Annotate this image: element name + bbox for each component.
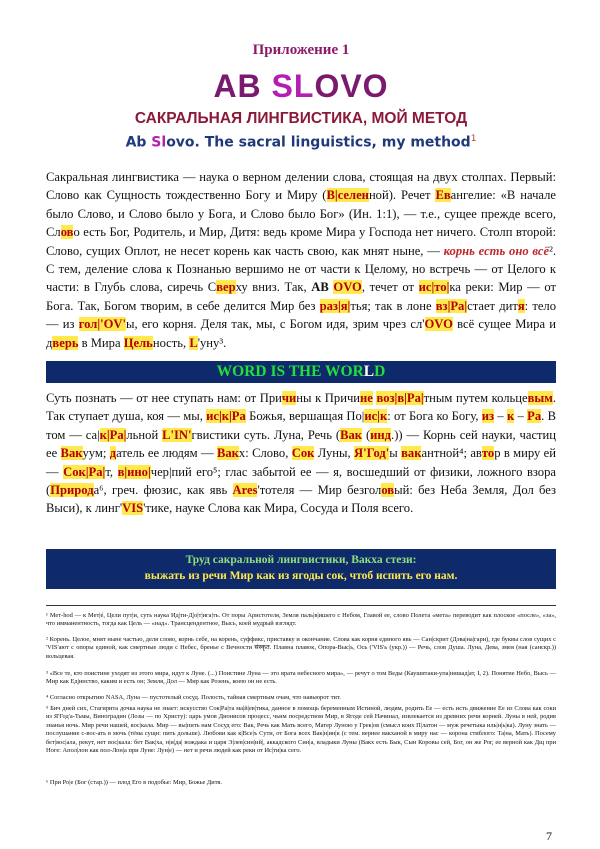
- highlight: ис|к|Ра: [206, 409, 246, 424]
- footnote-separator: [46, 605, 556, 606]
- text-run: гвистики суть. Луна, Речь (: [191, 427, 341, 442]
- highlight: вз|Ра|: [435, 298, 468, 313]
- text-run: Божья, вершащая По|: [245, 409, 365, 424]
- text-run: . Так ступает душа, коя — мы,: [46, 391, 556, 424]
- bold-run: AB: [311, 280, 334, 295]
- highlight: к|Ра|: [99, 427, 127, 442]
- paragraph-1: [46, 168, 556, 352]
- footnote-6: ⁶ При Ро|е (Бог (стар.)) — плод Его в подобье: Мир, Божье Дитя.: [46, 779, 222, 786]
- highlight: Природ: [50, 483, 94, 498]
- subtitle-en-sl: Sl: [151, 134, 167, 151]
- highlight: ов: [381, 483, 395, 498]
- title-ab: AB: [213, 68, 272, 104]
- text-run: всё сущее Мира и д: [46, 317, 556, 350]
- highlight: к: [506, 409, 515, 424]
- footnote-2: ² Корень. Целое, мнят ныне частью, деля слово, корнь себе, на корень, суффикс, приставку и окончание. Слова как корня единого явь — Сан|скрит (Дэва|на|гари), где буквы слов сущих с 'VIS'ают с опоры единой, как смертные люди с Небес, бренье с Вечности संस्कृत. Плавна плавок, Опора-Выс|ь, Ось ('VIS'ь (укр.)) — Речь, слов Душа. Луна, Дева, змея (ная (санскр.)) вольцевая.: [46, 636, 556, 660]
- text-run: ны к Причи: [296, 391, 361, 405]
- text-run: чер|пий его⁵; глас забытой ее — я, восшедший от физики, ложного взора (: [46, 464, 556, 498]
- highlight: OVO: [424, 317, 453, 332]
- text-run: ². С тем, деление слова к Познанью вершимо не от части к Целому, но встречь — от Целого к части: в Глубь слова, сиречь С: [46, 243, 556, 295]
- footnote-5: ⁵ Бич дней сих, Стагирита дочка наука не знает: искусство Сок|Ра|та ма|й|ев|тика, данное в помощь беременным Истиной, людям, родить Ее — есть исть движение Ее из Слова как соки из Я'Год'а-Тьмы, Виноградин (Лозы — по Христу): царь умов Дионисов процесс, чьим посредством Мир, в Ягоде сей Начинал, извлекается из древних речи корней. Луны в ней, родив знанья ночь. Мир речи нашей, вос|кала. Мир — вы|пить нам Сосуд его: Вак, Речь как Мать всего, Матер Луною у Грек|ов (смысл коих П|латон — муж речетыка иль|н|ь|ка). Луну знать — послушание с-вос-ать в мочь (тёма сущн: пить дольше). Любови как к|Все|ъ Сути, от Бога всех Вак|н|ин|к (с тем. вернее вакханой в миру нас — корона стиблого: Та|на, Мать). Посему бет|вос|ала, рекут, нет вос|кала: бет Вак|ха, н|и|да| вождака и царя Э|лев|син|ий|, аккадского Син|а, владыки Луны (Вакх есть Бык, Сын Коровы сей, Бог, он же Рог, ее верной как Дщ при Ноге: Апол|лон как пол-Лон|а при Луне: Лун|е) — нет и речи людей как реки от Ис|ти|ка сего.: [46, 705, 556, 755]
- highlight: Ев: [435, 188, 451, 203]
- text-run: ность,: [152, 335, 190, 350]
- footnote-ref-1[interactable]: 1: [470, 134, 477, 144]
- text-run: : от Бога ко Богу,: [387, 409, 482, 424]
- text-run: стает дит: [467, 298, 518, 313]
- text-run: 'тотеля — Мир безгол: [257, 483, 382, 498]
- highlight: ов: [60, 225, 74, 240]
- page-number: 7: [546, 829, 552, 843]
- appendix-label: Приложение 1: [252, 42, 350, 58]
- highlight: то: [481, 446, 495, 461]
- highlight: чи: [281, 391, 297, 405]
- highlight: Сок: [291, 446, 315, 461]
- banner-text: D: [374, 363, 386, 380]
- text-run: (: [362, 427, 371, 442]
- text-run: –: [494, 409, 507, 424]
- text-run: –: [514, 409, 528, 424]
- highlight: L'IN': [162, 427, 192, 442]
- footnote-3: ³ «Все те, кто поистине уходят из этого мира, идут к Луне. (...) Поистине Луна — это врата небесного мира», — речут о том Веды (Каушитаки-упа|нишад|ат, I, 2). Понятие Небо, Высь — Мир как Ед|инство, каким и есть он; Земля, Дол — Мир как Розень, коею он не есть.: [46, 670, 556, 686]
- text-run: ы: [389, 446, 402, 461]
- text-run: атель ее людям —: [116, 446, 217, 461]
- motto-line-1: Труд сакральной лингвистики, Вакха стези:: [185, 554, 417, 566]
- highlight: вер: [216, 280, 236, 295]
- text-run: в Мира: [78, 335, 124, 350]
- highlight: верь: [52, 335, 79, 350]
- text-run: о есть Бог, Родитель, и Мир, Дитя: ведь кроме Мира у Господа нет ничего. Столп второй: Слово, сущих Оплот, не несет корень как часть свою, как мнят ныне, —: [46, 225, 556, 258]
- text-run: : тело — из: [46, 298, 556, 332]
- highlight: Ра: [527, 409, 542, 424]
- text-run: 'тике, науке Слова как Мира, Сосуда и Поля всего.: [143, 501, 414, 516]
- banner-text-accent: L: [363, 363, 375, 380]
- subtitle-en-part-b: ovo. The sacral linguistics, my method: [166, 134, 471, 151]
- highlight: инд: [370, 427, 392, 442]
- highlight: воз|в|Ра|: [376, 391, 424, 405]
- motto-line-2: выжать из речи Мир как из ягоды сок, чтоб испить его нам.: [144, 570, 458, 582]
- highlight: в|ино|: [117, 464, 151, 479]
- highlight: Вак: [60, 446, 83, 461]
- text-run: тья; так в лоне: [350, 298, 436, 313]
- text-run: а⁶, греч. фюзис, как явь: [93, 483, 233, 498]
- subtitle-russian: САКРАЛЬНАЯ ЛИНГВИСТИКА, МОЙ МЕТОД: [134, 110, 468, 127]
- highlight: Вак: [216, 446, 239, 461]
- highlight: L: [189, 335, 198, 350]
- text-run: . В том — са|: [46, 409, 556, 442]
- text-run: ы, его корня. Деля так, мы, с Богом идя, зрим чрез сл': [126, 317, 425, 332]
- text-run: .)) — Корнь сей науки, частиц ее: [46, 427, 557, 461]
- text-run: тным путем кольце: [423, 391, 528, 405]
- text-run: т,: [105, 464, 118, 479]
- footnote-4: ⁴ Согласно открытию NASA, Луна — пустотелый сосуд. Полость, тайная смертным очам, что навьюрот тит.: [46, 694, 341, 701]
- footnote-1: ¹ Мет-hod — к Мет|é, Цели пут|и, суть наука Ид|ти-Д|о|т|ига|ть. От поры Аристотеля, Земля паль|в|ишего с Небом, Главой ее, слово Полета «мета» переводит как плоское «после», «за», что имманентность, тогда как Цель — «над». Трансцендентное, Высь, коей мудрый взглядт.: [46, 612, 556, 628]
- main-title: [46, 68, 556, 105]
- text-run: Суть познать — от нее ступать нам: от При: [46, 391, 282, 405]
- text-run: , течет от: [361, 280, 419, 295]
- text-run: антной⁴; ав: [421, 446, 482, 461]
- title-ovo: OVO: [314, 68, 389, 104]
- highlight: из: [481, 409, 495, 424]
- highlight: Вак: [340, 427, 363, 442]
- highlight: Я'Год': [353, 446, 390, 461]
- highlight: VIS: [122, 501, 144, 516]
- highlight: раз|я|: [319, 298, 351, 313]
- highlight: ис|то|: [418, 280, 450, 295]
- highlight: вым: [527, 391, 553, 405]
- paragraph-2: [46, 389, 556, 518]
- text-run: 'уну³.: [197, 335, 227, 350]
- title-sl: SL: [271, 68, 315, 104]
- subtitle-en-part-a: Ab: [125, 134, 152, 151]
- highlight: д: [109, 446, 117, 461]
- text-run: ка реки: Мир — от Бога. Так, Богом творим, в себе делится Мир без: [46, 280, 556, 313]
- text-run: х: Слово,: [238, 446, 292, 461]
- text-run: ху вниз. Так,: [235, 280, 312, 295]
- text-run: льной: [126, 427, 163, 442]
- text-run: Луны,: [314, 446, 354, 461]
- highlight: ис|к: [364, 409, 388, 424]
- banner-sacral-linguistics-motto: [46, 549, 556, 589]
- highlight: не: [360, 391, 373, 405]
- text-run: Сакральная лингвистика — наука о верном делении слова, стоящая на двух столпах. Первый: Слово как Сущность тождественно Богу и Миру (: [46, 170, 556, 203]
- highlight: я: [517, 298, 525, 313]
- highlight: Сок|Ра|: [63, 464, 106, 479]
- highlight: OVO: [333, 280, 362, 295]
- text-run: р в миру ей —: [46, 446, 557, 479]
- highlight: гол|'OV': [78, 317, 126, 332]
- highlight: В|селен: [326, 188, 369, 203]
- text-run: уум;: [82, 446, 110, 461]
- emphasis: корнь есть оно всё: [443, 243, 550, 258]
- subtitle-english: [46, 134, 556, 151]
- highlight: Ares: [232, 483, 258, 498]
- banner-word-is-the-world: [46, 361, 556, 383]
- text-run: ангелие: «В начале было Слово, и Слово было у Бога, и Слово было Бог» (Ин. 1:1), — т.е., сущее прежде всего, Сл: [46, 188, 556, 240]
- text-run: ый: без Неба Земля, Дол без Выси), к линг': [46, 483, 556, 516]
- text-run: ной). Речет: [368, 188, 436, 203]
- highlight: Цель: [123, 335, 153, 350]
- highlight: вак: [401, 446, 422, 461]
- banner-text: WORD IS THE WOR: [216, 363, 364, 380]
